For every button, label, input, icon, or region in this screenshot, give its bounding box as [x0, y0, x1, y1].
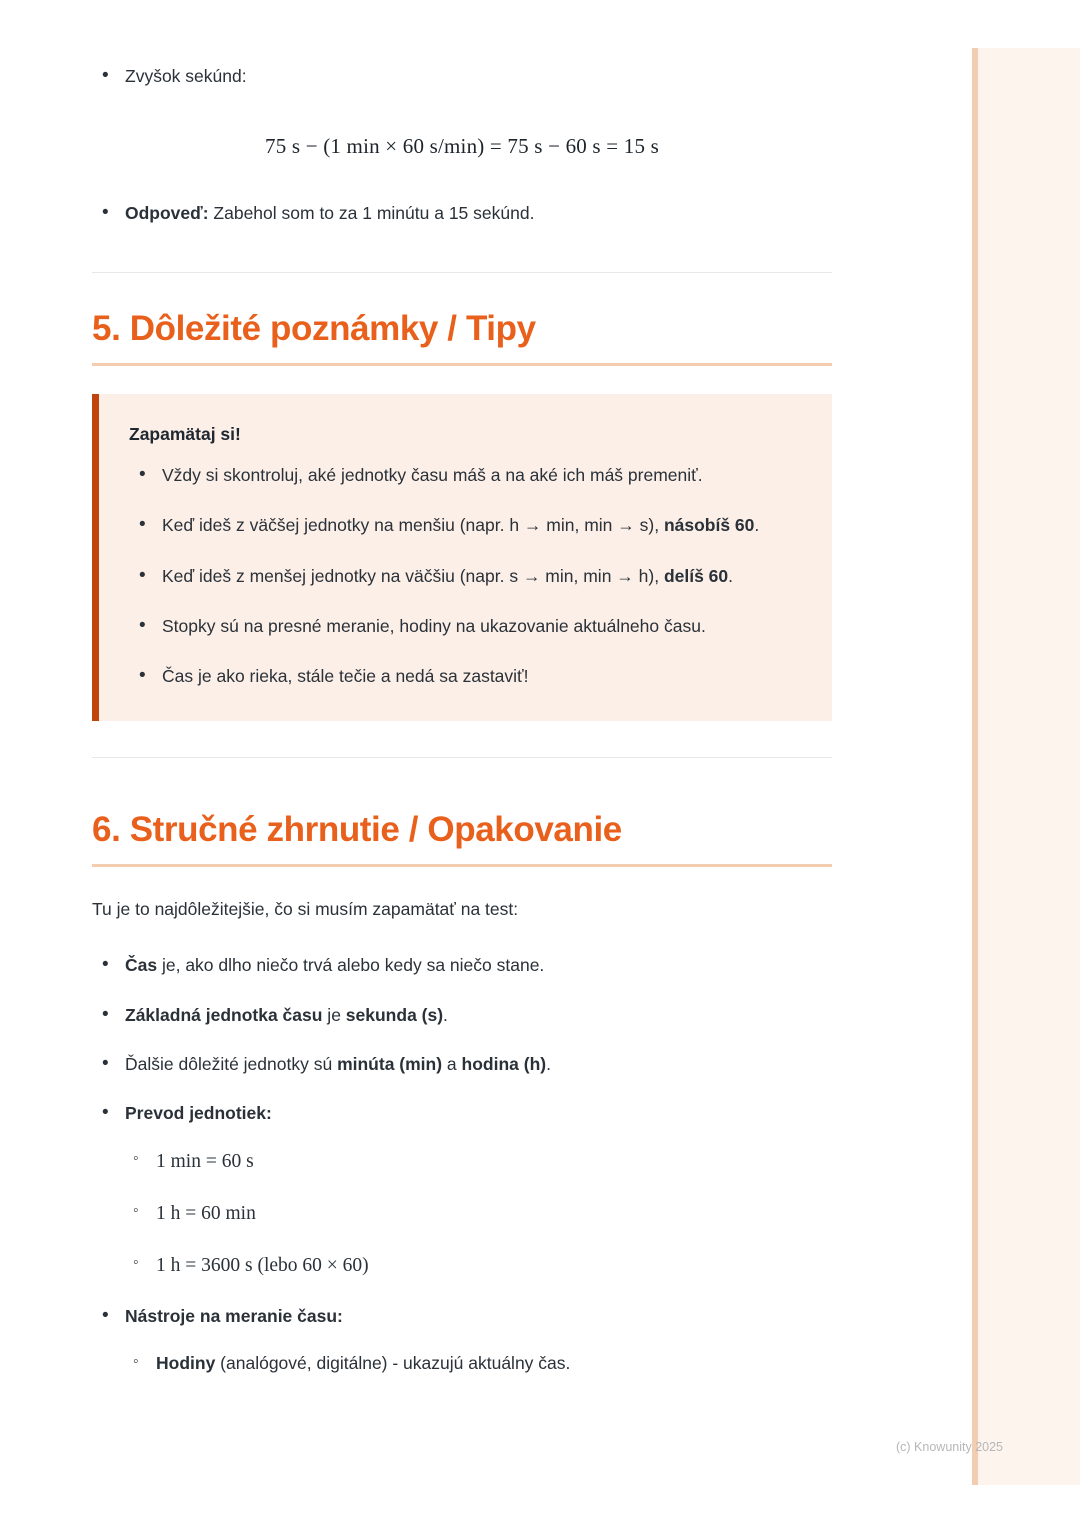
list-item: [129, 662, 798, 690]
summary-term: Čas: [125, 955, 158, 976]
list-item: [129, 511, 798, 539]
conversion-formula: 1 h = 60 min: [156, 1202, 256, 1224]
list-item: [125, 1349, 832, 1377]
list-item: [125, 1250, 832, 1281]
tip-emphasis: násobíš 60: [663, 515, 755, 536]
summary-list: [92, 951, 832, 1376]
summary-term-2: hodina (h): [461, 1053, 547, 1074]
tip-emphasis: delíš 60: [663, 565, 729, 586]
tip-text: Keď ideš z väčšej jednotky na menšiu (napr. h → min, min → s),: [162, 515, 664, 536]
summary-tail: .: [546, 1053, 551, 1074]
tool-term: Hodiny: [156, 1352, 216, 1373]
summary-tail: .: [443, 1004, 448, 1025]
tip-text: Stopky sú na presné meranie, hodiny na ukazovanie aktuálneho času.: [162, 615, 706, 636]
summary-term: Základná jednotka času: [125, 1004, 323, 1025]
tools-sublist: [125, 1349, 832, 1377]
section-6-intro: Tu je to najdôležitejšie, čo si musím zapamätať na test:: [92, 898, 519, 919]
summary-text: Ďalšie dôležité jednotky sú: [125, 1053, 338, 1074]
list-item: [92, 1001, 832, 1029]
tip-text: Keď ideš z menšej jednotky na väčšiu (napr. s → min, min → h),: [162, 565, 664, 586]
list-item: [129, 562, 798, 590]
remainder-seconds-list: [92, 62, 832, 90]
formula-remainder-seconds: 75 s − (1 min × 60 s/min) = 75 s − 60 s = 15 s: [265, 134, 659, 159]
list-item: [92, 1099, 832, 1281]
tool-text: (analógové, digitálne) - ukazujú aktuálny čas.: [215, 1352, 571, 1373]
section-6-heading: 6. Stručné zhrnutie / Opakovanie: [92, 809, 622, 849]
worked-example-block: [92, 62, 832, 228]
tools-label: Nástroje na meranie času:: [125, 1306, 343, 1327]
summary-term-2: sekunda (s): [345, 1004, 444, 1025]
remainder-seconds-label: Zvyšok sekúnd:: [125, 66, 247, 86]
callout-tips-list: [129, 461, 798, 691]
conversion-formula: 1 min = 60 s: [156, 1150, 254, 1172]
list-item: [129, 612, 798, 640]
tip-text: Čas je ako rieka, stále tečie a nedá sa zastaviť!: [162, 666, 529, 687]
list-item: [92, 62, 832, 90]
conversion-sublist: [125, 1146, 832, 1282]
conversion-label: Prevod jednotiek:: [125, 1103, 272, 1124]
answer-list: [92, 199, 832, 227]
section-5-heading: 5. Dôležité poznámky / Tipy: [92, 308, 536, 348]
summary-text: je, ako dlho niečo trvá alebo kedy sa niečo stane.: [157, 955, 545, 976]
list-item: [92, 951, 832, 979]
tip-tail: .: [728, 565, 734, 586]
conversion-formula: 1 h = 3600 s (lebo 60 × 60): [156, 1255, 369, 1276]
summary-mid: a: [442, 1053, 462, 1074]
summary-term: minúta (min): [337, 1053, 443, 1074]
list-item: [92, 199, 832, 227]
page-edge-panel: [972, 48, 1080, 1485]
copyright-watermark: (c) Knowunity 2025: [896, 1440, 1004, 1454]
remember-callout: [92, 394, 832, 721]
tip-text: Vždy si skontroluj, aké jednotky času máš a na aké ich máš premeniť.: [162, 464, 703, 485]
list-item: [125, 1198, 832, 1229]
page-edge-accent-line: [972, 48, 978, 1485]
answer-text: Zabehol som to za 1 minútu a 15 sekúnd.: [208, 203, 535, 224]
callout-title: Zapamätaj si!: [129, 423, 241, 444]
list-item: [92, 1302, 832, 1376]
list-item: [125, 1146, 832, 1177]
list-item: [92, 1050, 832, 1078]
tip-tail: .: [754, 515, 760, 536]
summary-text: je: [322, 1004, 346, 1025]
list-item: [129, 461, 798, 489]
answer-label: Odpoveď:: [125, 203, 209, 224]
